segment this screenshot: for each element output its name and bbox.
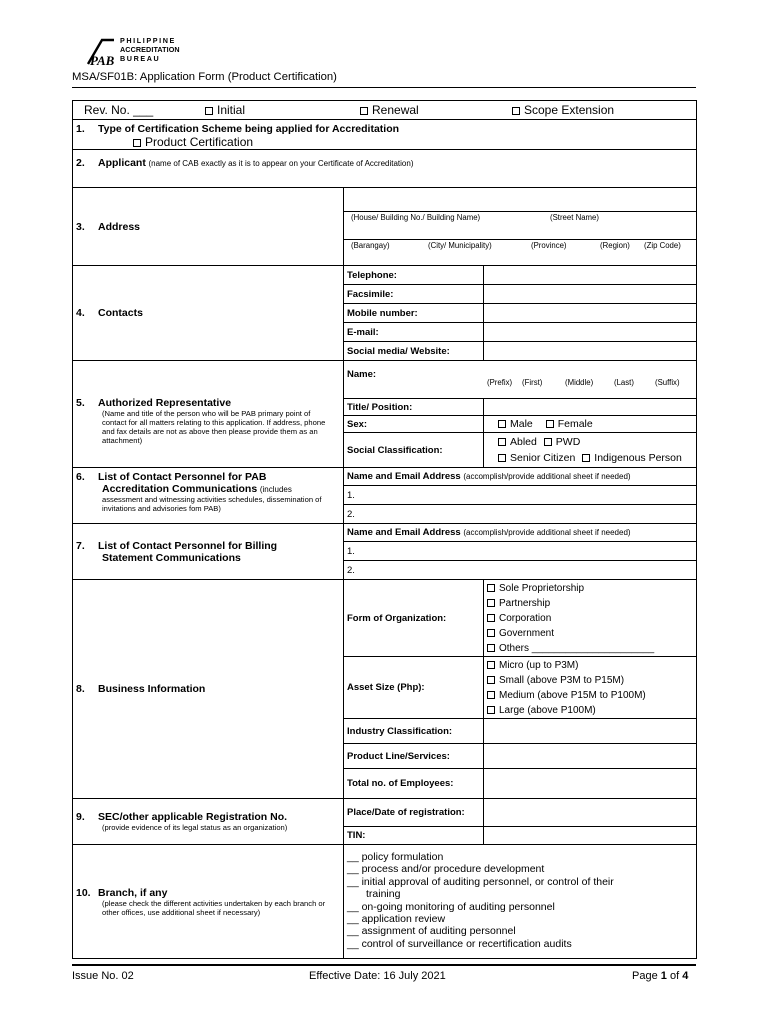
form-code: MSA/SF01B: Application Form (Product Certification)	[72, 71, 337, 83]
telephone-input[interactable]	[484, 266, 697, 285]
application-form-table: Rev. No. ___ Initial Renewal Scope Extension 1. Type of Certification Scheme being applied for Accreditation Product Certification 2. Applicant (name of CAB exactly as it is to appear on your Certificate of Accreditation) 3. Address (House/ Building No./ Building Name) (Street Name) (Barangay) (City/ Municipality) (Province) (Region) (Zip Code) 4. Contacts Telephone: Facsimile: Mobile number: E-mail: Social media/ Website: 5. Authorized Representative (Name and title of the person who will be PAB primary point of contact for all matters relating to this application. If address, phone and fax details are not as above then please provide them as an attachment) Name: (Prefix) (First) (Middle) (Last) (Suffix) Title/ Position: Sex: Male Female Social Classification: Abled PWD Senior Citizen Indigenous Person 6. List of Contact Personnel for PAB Accreditation Communications (includes assessment and witnessing activities schedules, dissemination of invitations and advisories fom PAB) Name and Email Address (accomplish/provide additional sheet if needed) 1. 2. 7. List of Contact Personnel for Billing Statement Communications Name and Email Address (accomplish/provide additional sheet if needed) 1. 2. 8. Business Information Form of Organization: Sole Proprietorship Partnership Corporation Government Others ______________________ Asset Size (Php): Micro (up to P3M) Small (above P3M to P15M) Medium (above P15M to P100M) Large (above P100M) Industry Classification: Product Line/Services: Total no. of Employees: 9. SEC/other applicable Registration No. (provide evidence of its legal status as an organization) Place/Date of registration: TIN: 10. Branch, if any (please check the different activities undertaken by each branch or other offices, use additional sheet if necessary) __ policy formulation __ process and/or procedure development __ initial approval of auditing personnel, or control of their training __ on-going monitoring of auditing personnel __ application review __ assignment of auditing personnel __ control of surveillance or recertification audits	[72, 100, 697, 959]
logo-wordmark: PHILIPPINE ACCREDITATION BUREAU	[120, 36, 180, 63]
s6-contact-1-input[interactable]: 1.	[344, 486, 697, 505]
product-certification-checkbox[interactable]	[133, 139, 141, 147]
product-line-input[interactable]	[484, 744, 697, 769]
medium-checkbox[interactable]	[487, 691, 495, 699]
pwd-checkbox[interactable]	[544, 438, 552, 446]
employees-input[interactable]	[484, 769, 697, 799]
mobile-input[interactable]	[484, 304, 697, 323]
initial-label: Initial	[217, 103, 246, 117]
facsimile-input[interactable]	[484, 285, 697, 304]
address-row-2: (House/ Building No./ Building Name) (Street Name)	[73, 212, 697, 240]
s2-title: Applicant	[98, 157, 146, 169]
corporation-checkbox[interactable]	[487, 614, 495, 622]
pab-logo	[86, 34, 206, 70]
section-1-row: 1. Type of Certification Scheme being applied for Accreditation Product Certification	[73, 120, 697, 150]
s2-note: (name of CAB exactly as it is to appear on your Certificate of Accreditation)	[148, 159, 414, 168]
s7-contact-1-input[interactable]: 1.	[344, 542, 697, 561]
scope-extension-label: Scope Extension	[524, 103, 615, 117]
address-row-1: 3. Address	[73, 188, 697, 212]
registration-input[interactable]	[484, 799, 697, 827]
contact-telephone-row: 4. Contacts Telephone:	[73, 266, 697, 285]
s5-title: Authorized Representative	[98, 397, 232, 409]
org-form-row: 8. Business Information Form of Organization: Sole Proprietorship Partnership Corporation Government Others ______________________	[73, 580, 697, 657]
rep-position-input[interactable]	[484, 399, 697, 416]
s6-contact-2-input[interactable]: 2.	[344, 505, 697, 524]
website-input[interactable]	[484, 342, 697, 361]
industry-input[interactable]	[484, 719, 697, 744]
s5-note: (Name and title of the person who will be PAB primary point of contact for all matters relating to this application. If address, phone and fax details are not as above then please provide them as an attachment)	[102, 409, 326, 445]
small-checkbox[interactable]	[487, 676, 495, 684]
government-checkbox[interactable]	[487, 629, 495, 637]
others-checkbox[interactable]	[487, 644, 495, 652]
section-2-row: 2. Applicant (name of CAB exactly as it is to appear on your Certificate of Accreditation)	[73, 150, 697, 188]
s3-title: Address	[98, 220, 141, 233]
male-checkbox[interactable]	[498, 420, 506, 428]
registration-row: 9. SEC/other applicable Registration No. (provide evidence of its legal status as an organization) Place/Date of registration:	[73, 799, 697, 827]
micro-checkbox[interactable]	[487, 661, 495, 669]
address-line-1-input[interactable]	[344, 188, 697, 212]
header-rule	[72, 87, 696, 88]
s1-title: Type of Certification Scheme being applied for Accreditation	[98, 123, 400, 135]
indigenous-checkbox[interactable]	[582, 454, 590, 462]
pab-logo-icon	[86, 34, 116, 68]
scope-extension-checkbox[interactable]	[512, 107, 520, 115]
initial-checkbox[interactable]	[205, 107, 213, 115]
rev-row	[73, 101, 697, 120]
senior-citizen-checkbox[interactable]	[498, 454, 506, 462]
page-number: Page 1 of 4	[632, 970, 689, 982]
tin-input[interactable]	[484, 827, 697, 845]
effective-date: Effective Date: 16 July 2021	[309, 970, 446, 982]
issue-number: Issue No. 02	[72, 970, 134, 982]
large-checkbox[interactable]	[487, 706, 495, 714]
address-row-3: (Barangay) (City/ Municipality) (Province) (Region) (Zip Code)	[73, 240, 697, 266]
s6-head-row: 6. List of Contact Personnel for PAB Accreditation Communications (includes assessment and witnessing activities schedules, dissemination of invitations and advisories fom PAB) Name and Email Address (accomplish/provide additional sheet if needed)	[73, 468, 697, 486]
sole-proprietorship-checkbox[interactable]	[487, 584, 495, 592]
rep-name-row: 5. Authorized Representative (Name and title of the person who will be PAB primary point of contact for all matters relating to this application. If address, phone and fax details are not as above then please provide them as an attachment) Name: (Prefix) (First) (Middle) (Last) (Suffix)	[73, 361, 697, 399]
partnership-checkbox[interactable]	[487, 599, 495, 607]
email-input[interactable]	[484, 323, 697, 342]
s7-head-row: 7. List of Contact Personnel for Billing Statement Communications Name and Email Address (accomplish/provide additional sheet if needed)	[73, 524, 697, 542]
female-checkbox[interactable]	[546, 420, 554, 428]
svg-text:PAB: PAB	[90, 53, 115, 68]
footer-rule	[72, 964, 696, 966]
abled-checkbox[interactable]	[498, 438, 506, 446]
product-certification-label: Product Certification	[145, 135, 254, 149]
renewal-checkbox[interactable]	[360, 107, 368, 115]
s4-title: Contacts	[98, 307, 143, 319]
renewal-label: Renewal	[372, 103, 419, 117]
s7-contact-2-input[interactable]: 2.	[344, 561, 697, 580]
s8-title: Business Information	[98, 683, 206, 695]
rev-no-label: Rev. No. ___	[84, 103, 154, 117]
branch-row: 10. Branch, if any (please check the different activities undertaken by each branch or other offices, use additional sheet if necessary) __ policy formulation __ process and/or procedure development __ initial approval of auditing personnel, or control of their training __ on-going monitoring of auditing personnel __ application review __ assignment of auditing personnel __ control of surveillance or recertification audits	[73, 845, 697, 959]
